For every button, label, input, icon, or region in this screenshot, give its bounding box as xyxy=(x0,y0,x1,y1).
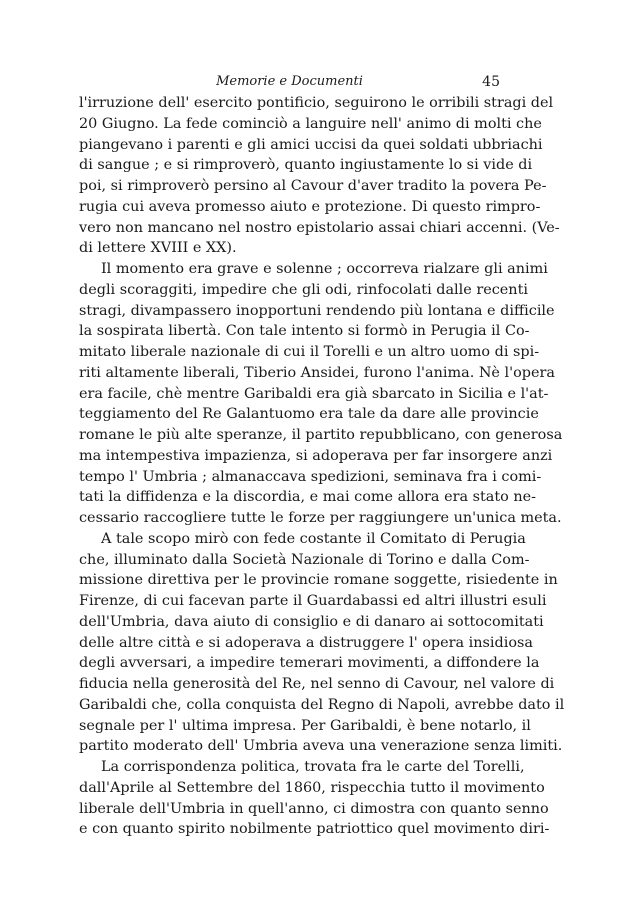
paragraph xyxy=(79,529,565,757)
text-line: piangevano i parenti e gli amici uccisi da quei soldati ubbriachi xyxy=(79,136,543,153)
text-line: di lettere XVIII e XX). xyxy=(79,240,237,257)
running-head: Memorie e Documenti xyxy=(216,74,363,89)
body-text xyxy=(79,93,565,840)
text-line: cessario raccogliere tutte le forze per raggiungere un'unica meta. xyxy=(79,510,562,526)
text-line: tempo l' Umbria ; almanaccava spedizioni, seminava fra i comi- xyxy=(79,468,542,485)
page-header xyxy=(79,71,500,93)
text-line: dall'Aprile al Settembre del 1860, rispecchia tutto il movimento xyxy=(79,779,545,796)
text-line: che, illuminato dalla Società Nazionale di Torino e dalla Com- xyxy=(79,551,530,568)
text-line: partito moderato dell' Umbria aveva una venerazione senza limiti. xyxy=(79,738,563,755)
paragraph xyxy=(79,757,550,840)
text-line: Firenze, di cui facevan parte il Guardabassi ed altri illustri esuli xyxy=(79,593,547,609)
text-line: liberale dell'Umbria in quell'anno, ci dimostra con quanto senno xyxy=(79,800,549,817)
text-line: e con quanto spirito nobilmente patriottico quel movimento diri- xyxy=(79,821,550,838)
text-line: La corrispondenza politica, trovata fra le carte del Torelli, xyxy=(101,759,525,775)
text-line: degli avversari, a impedire temerari movimenti, a diffondere la xyxy=(79,655,540,672)
text-line: di sangue ; e si rimproverò, quanto ingiustamente lo si vide di xyxy=(79,157,533,174)
paragraph xyxy=(79,259,563,529)
text-line: ma intempestiva impazienza, si adoperava per far insorgere anzi xyxy=(79,447,553,464)
text-line: missione direttiva per le provincie romane soggette, risiedente in xyxy=(79,572,558,589)
text-line: Garibaldi che, colla conquista del Regno di Napoli, avrebbe dato il xyxy=(79,696,565,713)
text-line: teggiamento del Re Galantuomo era tale da dare alle provincie xyxy=(79,406,539,423)
text-line: poi, si rimproverò persino al Cavour d'aver tradito la povera Pe- xyxy=(79,178,547,194)
text-line: stragi, divampassero inopportuni rendendo più lontana e difficile xyxy=(79,302,555,319)
text-line: 20 Giugno. La fede cominciò a languire nell' animo di molti che xyxy=(79,115,542,132)
text-line: Il momento era grave e solenne ; occorreva rialzare gli animi xyxy=(101,261,548,277)
text-line: rugia cui aveva promesso aiuto e protezione. Di questo rimpro- xyxy=(79,198,541,215)
text-line: riti altamente liberali, Tiberio Ansidei, furono l'anima. Nè l'opera xyxy=(79,364,555,381)
text-line: l'irruzione dell' esercito pontificio, seguirono le orribili stragi del xyxy=(79,95,554,111)
text-line: vero non mancano nel nostro epistolario assai chiari accenni. (Ve- xyxy=(79,219,560,236)
text-line: romane le più alte speranze, il partito repubblicano, con generosa xyxy=(79,427,563,443)
text-line: la sospirata libertà. Con tale intento si formò in Perugia il Co- xyxy=(79,323,530,340)
text-line: degli scoraggiti, impedire che gli odi, rinfocolati dalle recenti xyxy=(79,281,528,298)
text-line: segnale per l' ultima impresa. Per Garibaldi, è bene notarlo, il xyxy=(79,717,531,734)
text-line: delle altre città e si adoperava a distruggere l' opera insidiosa xyxy=(79,634,533,651)
text-line: A tale scopo mirò con fede costante il Comitato di Perugia xyxy=(101,530,526,547)
page-number: 45 xyxy=(482,74,500,90)
text-line: fiducia nella generosità del Re, nel senno di Cavour, nel valore di xyxy=(79,676,555,692)
text-line: tati la diffidenza e la discordia, e mai come allora era stato ne- xyxy=(79,489,537,506)
text-line: era facile, chè mentre Garibaldi era già sbarcato in Sicilia e l'at- xyxy=(79,385,549,402)
text-line: mitato liberale nazionale di cui il Torelli e un altro uomo di spi- xyxy=(79,344,540,360)
paragraph xyxy=(79,93,560,259)
text-line: dell'Umbria, dava aiuto di consiglio e di danaro ai sottocomitati xyxy=(79,613,544,630)
